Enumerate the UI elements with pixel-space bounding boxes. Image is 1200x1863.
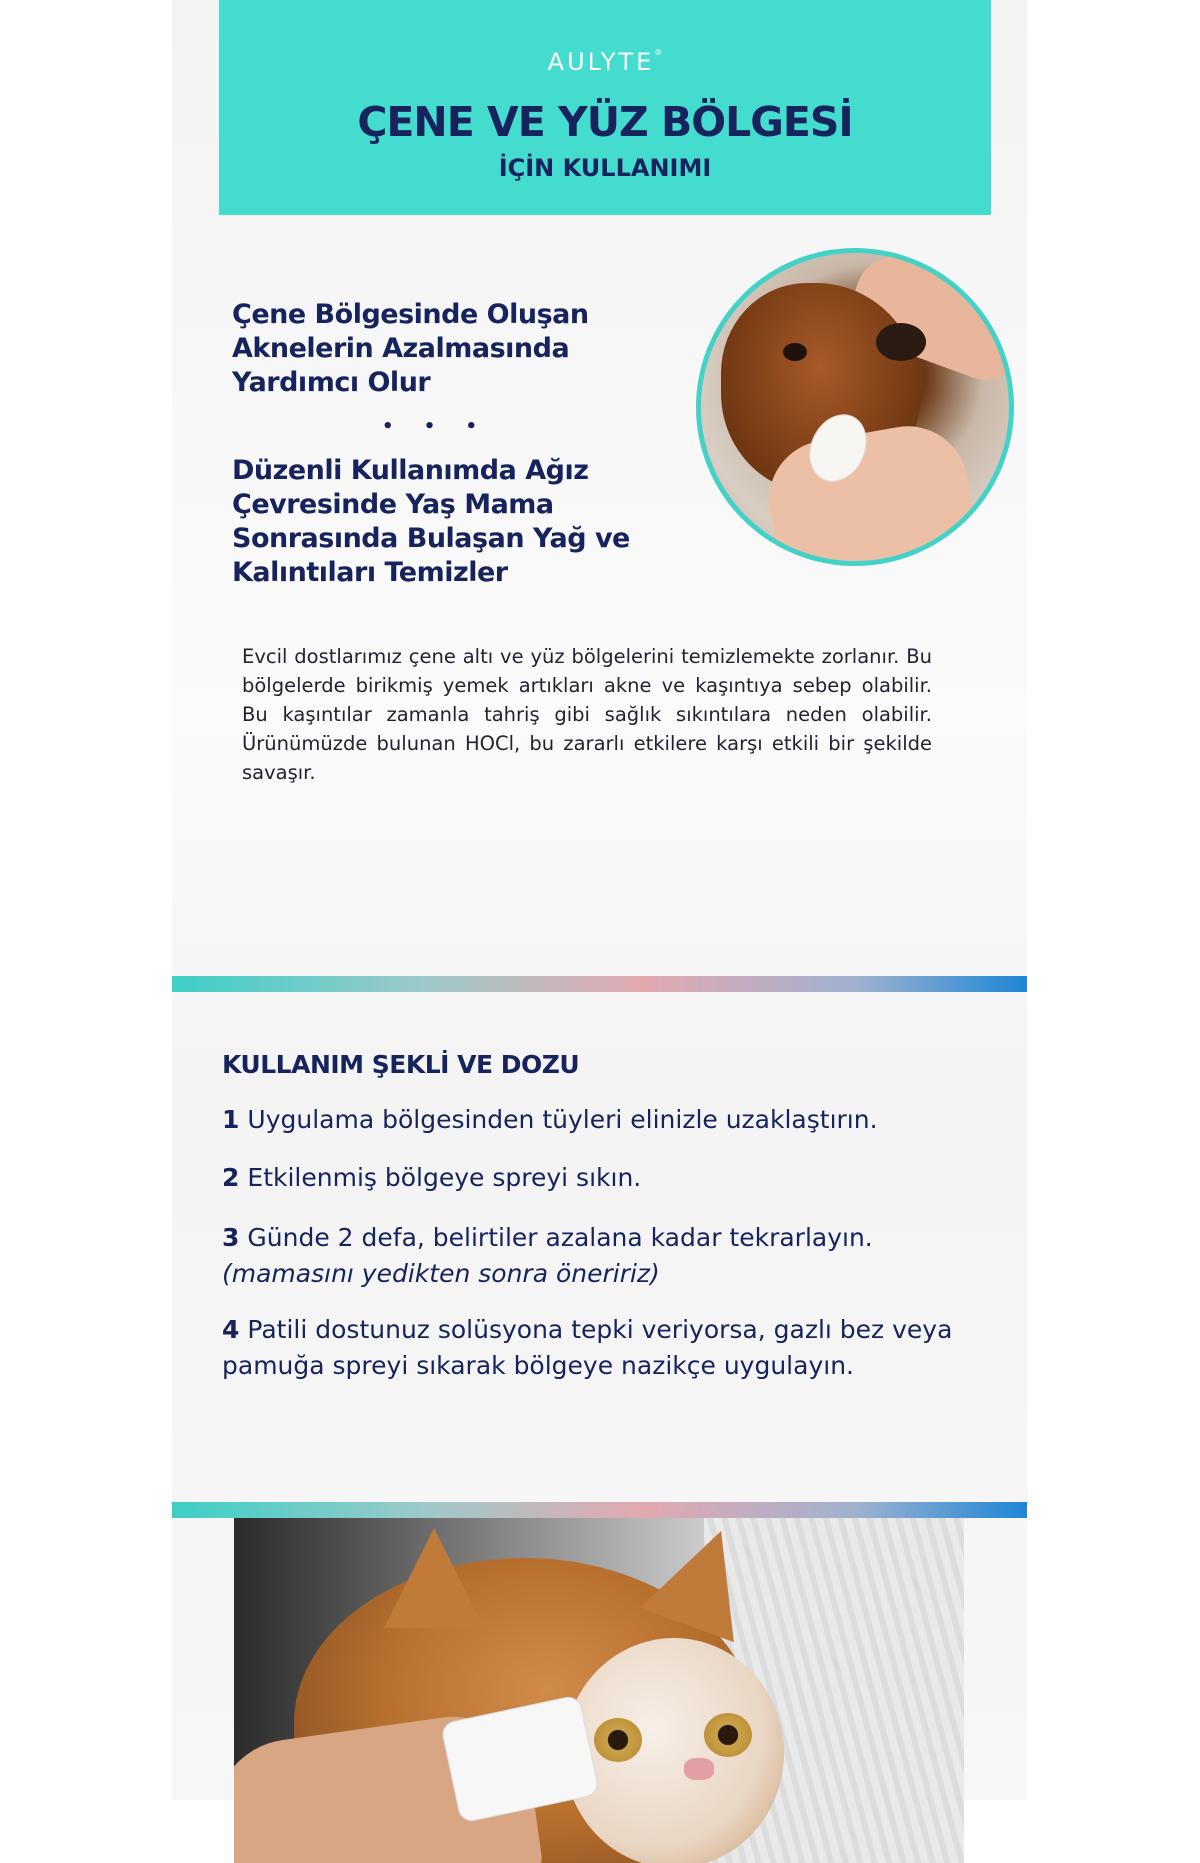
usage-note: (mamasını yedikten sonra öneririz) — [222, 1259, 660, 1288]
benefit-item: Çene Bölgesinde Oluşan Aknelerin Azalmasında Yardımcı Olur — [232, 299, 589, 398]
description-text: Evcil dostlarımız çene altı ve yüz bölgelerini temizlemekte zorlanır. Bu bölgelerde birikmiş yemek artıkları akne ve kaşıntıya sebep olabilir. Bu kaşıntılar zamanla tahriş gibi sağlık sıkıntılara neden olabilir. Ürünümüzde bulunan HOCl, bu zararlı etkilere karşı etkili bir şekilde savaşır. — [242, 645, 932, 784]
benefits-list — [232, 298, 642, 590]
dots-separator: • • • — [382, 416, 490, 437]
page-title: ÇENE VE YÜZ BÖLGESİ — [357, 98, 853, 146]
product-info-page — [172, 0, 1027, 1800]
page-subtitle: İÇİN KULLANIMI — [498, 154, 712, 182]
usage-step: 3 Günde 2 defa, belirtiler azalana kadar tekrarlayın. (mamasını yedikten sonra öneririz) — [222, 1220, 873, 1292]
brand-logo: AULYTE® — [547, 48, 663, 76]
header-banner — [219, 0, 991, 215]
dog-cleaning-photo — [696, 248, 1014, 566]
usage-step: 4 Patili dostunuz solüsyona tepki veriyorsa, gazlı bez veya pamuğa spreyi sıkarak bölgeye nazikçe uygulayın. — [222, 1315, 953, 1380]
benefit-item: Düzenli Kullanımda Ağız Çevresinde Yaş Mama Sonrasında Bulaşan Yağ ve Kalıntıları Temizler — [232, 455, 630, 588]
gradient-divider — [172, 1502, 1027, 1518]
usage-step: 2 Etkilenmiş bölgeye spreyi sıkın. — [222, 1163, 642, 1192]
usage-title: KULLANIM ŞEKLİ VE DOZU — [222, 1050, 580, 1079]
gradient-divider — [172, 976, 1027, 992]
usage-step: 1 Uygulama bölgesinden tüyleri elinizle uzaklaştırın. — [222, 1105, 878, 1134]
cat-cleaning-photo — [234, 1518, 964, 1863]
